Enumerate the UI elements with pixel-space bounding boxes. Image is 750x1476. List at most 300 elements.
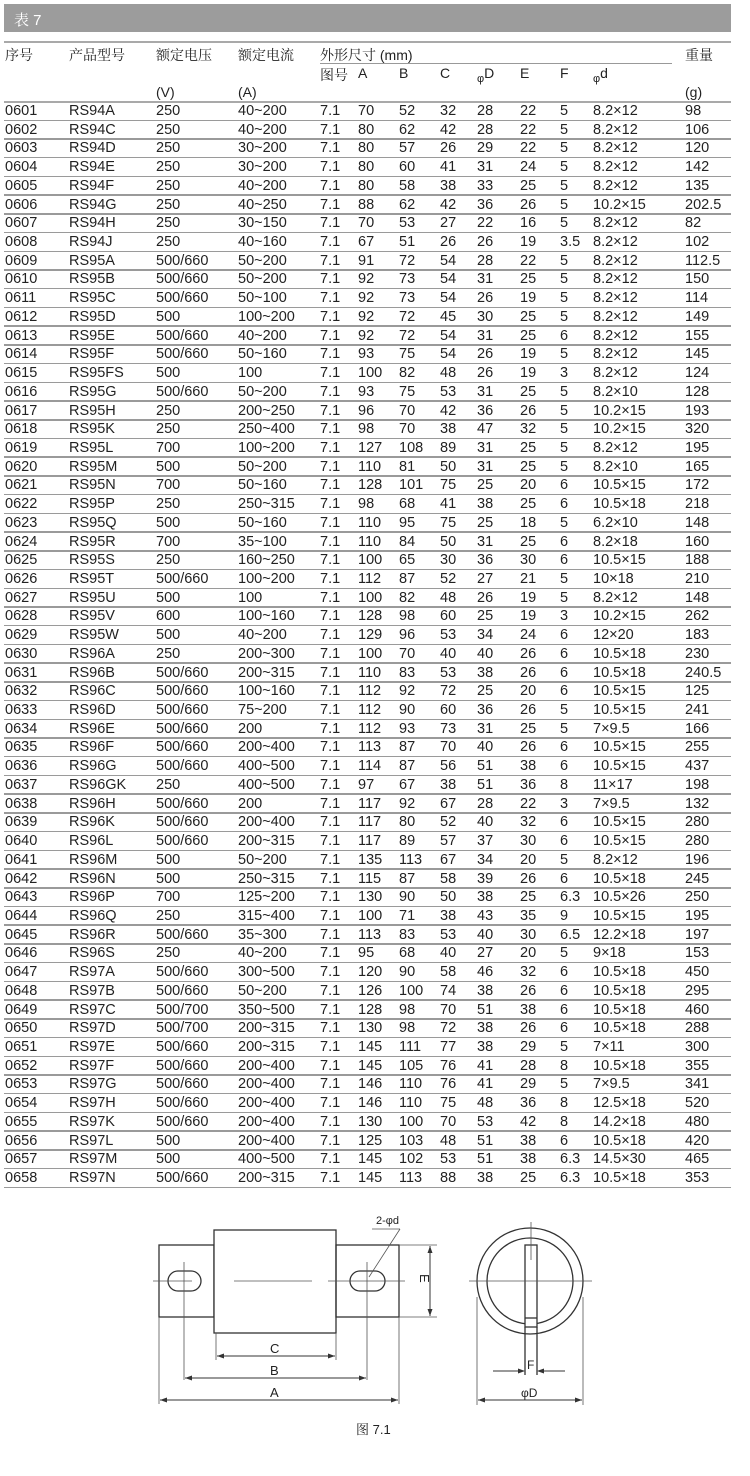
cell-dim-phiD: 25 (477, 514, 494, 531)
cell-seq: 0654 (5, 1095, 38, 1112)
cell-dim-A: 92 (358, 308, 375, 325)
cell-dim-A: 70 (358, 215, 375, 232)
cell-model: RS96N (69, 870, 116, 887)
cell-weight: 106 (685, 121, 710, 138)
table-row (0, 402, 750, 421)
cell-dim-C: 32 (440, 103, 457, 119)
cell-dim-A: 92 (358, 290, 375, 307)
cell-fig-no: 7.1 (320, 533, 341, 550)
cell-model: RS97N (69, 1170, 116, 1187)
cell-model: RS96M (69, 851, 118, 868)
cell-current: 50~160 (238, 477, 287, 494)
cell-dim-F: 6 (560, 833, 569, 850)
cell-dim-phiD: 30 (477, 308, 494, 325)
fuse-side-view (159, 1230, 399, 1333)
cell-dim-E: 28 (520, 1057, 537, 1074)
header-d-letter: d (600, 65, 608, 81)
cell-fig-no: 7.1 (320, 758, 341, 775)
cell-current: 50~200 (238, 252, 287, 269)
cell-seq: 0610 (5, 271, 38, 288)
cell-dim-E: 22 (520, 103, 537, 119)
cell-dim-F: 5 (560, 103, 569, 119)
cell-current: 200~400 (238, 1113, 295, 1130)
cell-model: RS96A (69, 645, 115, 662)
cell-weight: 188 (685, 552, 710, 569)
cell-dim-phid: 10.5×15 (593, 477, 646, 494)
cell-fig-no: 7.1 (320, 308, 341, 325)
cell-dim-E: 32 (520, 421, 537, 438)
cell-dim-phiD: 26 (477, 234, 494, 251)
cell-dim-phid: 8.2×12 (593, 290, 638, 307)
cell-weight: 124 (685, 365, 710, 382)
cell-voltage: 500/660 (156, 383, 209, 400)
header-B: B (399, 65, 409, 81)
cell-model: RS95W (69, 627, 119, 644)
cell-dim-E: 25 (520, 533, 537, 550)
cell-dim-F: 6 (560, 627, 569, 644)
cell-seq: 0625 (5, 552, 38, 569)
cell-dim-A: 110 (358, 533, 382, 550)
cell-dim-C: 27 (440, 215, 457, 232)
cell-dim-B: 93 (399, 720, 416, 737)
cell-model: RS94H (69, 215, 116, 232)
table-row (0, 682, 750, 701)
cell-voltage: 500 (156, 1151, 181, 1168)
cell-current: 50~200 (238, 383, 287, 400)
cell-dim-C: 26 (440, 234, 457, 251)
cell-dim-phiD: 53 (477, 1113, 494, 1130)
table-row (0, 776, 750, 795)
cell-dim-phid: 7×9.5 (593, 795, 630, 812)
cell-dim-phid: 10×18 (593, 571, 634, 587)
cell-dim-A: 113 (358, 739, 382, 756)
table-row (0, 233, 750, 252)
cell-dim-A: 93 (358, 346, 375, 363)
cell-seq: 0637 (5, 776, 38, 793)
cell-dim-E: 42 (520, 1113, 537, 1130)
cell-dim-C: 54 (440, 252, 457, 269)
cell-weight: 198 (685, 776, 710, 793)
cell-voltage: 700 (156, 439, 181, 456)
cell-dim-phiD: 40 (477, 645, 494, 662)
cell-dim-phiD: 38 (477, 982, 494, 999)
cell-weight: 166 (685, 720, 710, 737)
cell-dim-B: 98 (399, 1001, 416, 1018)
cell-current: 200~250 (238, 402, 295, 419)
table-row (0, 851, 750, 870)
cell-dim-F: 3 (560, 365, 569, 382)
table-row (0, 907, 750, 926)
cell-dim-C: 74 (440, 982, 457, 999)
cell-fig-no: 7.1 (320, 514, 341, 531)
cell-dim-B: 81 (399, 458, 416, 475)
cell-dim-phid: 8.2×18 (593, 533, 638, 550)
cell-model: RS95H (69, 402, 116, 419)
cell-seq: 0606 (5, 196, 38, 213)
cell-dim-E: 26 (520, 645, 537, 662)
cell-voltage: 250 (156, 121, 181, 138)
header-weight-unit: (g) (685, 84, 703, 100)
cell-current: 50~200 (238, 982, 287, 999)
table-row (0, 121, 750, 140)
cell-dim-phiD: 31 (477, 720, 494, 737)
cell-dim-phid: 8.2×12 (593, 215, 638, 232)
cell-model: RS96F (69, 739, 115, 756)
cell-fig-no: 7.1 (320, 1076, 341, 1093)
cell-dim-phiD: 31 (477, 327, 494, 344)
cell-dim-phiD: 38 (477, 1020, 494, 1037)
cell-dim-phid: 10.5×15 (593, 814, 646, 831)
cell-dim-E: 25 (520, 720, 537, 737)
cell-seq: 0635 (5, 739, 38, 756)
cell-voltage: 500/660 (156, 271, 209, 288)
cell-voltage: 500/660 (156, 1057, 209, 1074)
cell-dim-phiD: 43 (477, 907, 494, 924)
cell-dim-F: 6 (560, 477, 569, 494)
cell-dim-phiD: 51 (477, 1151, 494, 1168)
phi-symbol: φ (593, 73, 601, 85)
cell-seq: 0605 (5, 177, 38, 194)
cell-dim-F: 5 (560, 290, 569, 307)
cell-weight: 195 (685, 907, 710, 924)
cell-dim-C: 76 (440, 1076, 457, 1093)
cell-weight: 150 (685, 271, 710, 288)
table-row (0, 888, 750, 907)
cell-dim-E: 26 (520, 982, 537, 999)
cell-weight: 145 (685, 346, 710, 363)
cell-model: RS96R (69, 926, 116, 943)
cell-dim-B: 62 (399, 196, 416, 213)
cell-dim-C: 52 (440, 814, 457, 831)
table-row (0, 757, 750, 776)
cell-dim-A: 92 (358, 271, 375, 288)
dim-label-F: F (527, 1358, 535, 1372)
cell-seq: 0638 (5, 795, 38, 812)
cell-dim-A: 80 (358, 140, 375, 157)
cell-dim-C: 60 (440, 702, 457, 719)
cell-fig-no: 7.1 (320, 140, 341, 157)
cell-dim-E: 19 (520, 608, 537, 625)
cell-dim-E: 25 (520, 308, 537, 325)
cell-current: 100~160 (238, 683, 295, 700)
cell-dim-F: 5 (560, 514, 569, 531)
cell-seq: 0621 (5, 477, 38, 494)
cell-model: RS96C (69, 683, 116, 700)
cell-fig-no: 7.1 (320, 720, 341, 737)
cell-dim-E: 19 (520, 234, 537, 251)
cell-dim-A: 110 (358, 458, 382, 475)
cell-dim-C: 42 (440, 196, 457, 213)
cell-model: RS97M (69, 1151, 118, 1168)
cell-dim-C: 40 (440, 945, 457, 962)
cell-dim-C: 54 (440, 271, 457, 288)
fuse-end-view (477, 1228, 583, 1375)
cell-weight: 288 (685, 1020, 710, 1037)
cell-dim-C: 67 (440, 795, 457, 812)
cell-dim-F: 8 (560, 1095, 569, 1112)
cell-seq: 0613 (5, 327, 38, 344)
cell-dim-A: 112 (358, 702, 382, 719)
cell-current: 400~500 (238, 776, 295, 793)
cell-dim-phid: 8.2×12 (593, 121, 638, 138)
cell-dim-phiD: 25 (477, 608, 494, 625)
cell-fig-no: 7.1 (320, 346, 341, 363)
table-row (0, 963, 750, 982)
cell-weight: 149 (685, 308, 710, 325)
table-row (0, 589, 750, 608)
cell-model: RS95P (69, 496, 115, 513)
cell-dim-phid: 12.2×18 (593, 926, 646, 943)
table-row (0, 1038, 750, 1057)
cell-fig-no: 7.1 (320, 608, 341, 625)
cell-dim-B: 75 (399, 346, 416, 363)
cell-model: RS95FS (69, 365, 124, 382)
table-row (0, 813, 750, 832)
cell-dim-E: 25 (520, 271, 537, 288)
cell-dim-A: 145 (358, 1170, 383, 1187)
cell-weight: 112.5 (685, 252, 721, 269)
cell-dim-F: 6.3 (560, 1151, 581, 1168)
cell-model: RS95B (69, 271, 115, 288)
cell-seq: 0656 (5, 1132, 38, 1149)
cell-dim-C: 42 (440, 402, 457, 419)
cell-dim-C: 45 (440, 308, 457, 325)
cell-fig-no: 7.1 (320, 683, 341, 700)
cell-current: 200~400 (238, 1095, 295, 1112)
cell-weight: 183 (685, 627, 710, 644)
cell-seq: 0620 (5, 458, 38, 475)
table-row (0, 570, 750, 589)
cell-fig-no: 7.1 (320, 851, 341, 868)
cell-voltage: 500 (156, 870, 181, 887)
cell-voltage: 500/660 (156, 814, 209, 831)
cell-dim-phiD: 47 (477, 421, 494, 438)
cell-fig-no: 7.1 (320, 365, 341, 382)
cell-dim-phiD: 36 (477, 702, 494, 719)
cell-dim-F: 3 (560, 795, 569, 812)
cell-dim-F: 6 (560, 327, 569, 344)
cell-model: RS96E (69, 720, 115, 737)
cell-current: 100 (238, 365, 263, 382)
table-row (0, 1150, 750, 1169)
cell-model: RS95R (69, 533, 116, 550)
cell-dim-F: 5 (560, 589, 569, 606)
cell-dim-phid: 10.5×18 (593, 1057, 646, 1074)
cell-dim-F: 5 (560, 1039, 569, 1055)
table-row (0, 645, 750, 664)
cell-current: 50~200 (238, 271, 287, 288)
cell-dim-phiD: 31 (477, 383, 494, 400)
cell-dim-F: 6 (560, 533, 569, 550)
header-E: E (520, 65, 530, 81)
cell-model: RS95C (69, 290, 116, 307)
cell-current: 350~500 (238, 1001, 295, 1018)
cell-voltage: 500 (156, 589, 181, 606)
cell-seq: 0642 (5, 870, 38, 887)
cell-weight: 148 (685, 589, 710, 606)
cell-dim-A: 126 (358, 982, 383, 999)
cell-model: RS94J (69, 234, 113, 251)
cell-dim-phiD: 33 (477, 177, 494, 194)
cell-weight: 155 (685, 327, 710, 344)
cell-dim-phiD: 36 (477, 402, 494, 419)
cell-voltage: 500 (156, 308, 181, 325)
cell-weight: 240.5 (685, 664, 722, 681)
cell-current: 200~300 (238, 645, 295, 662)
cell-current: 50~200 (238, 851, 287, 868)
table-row (0, 364, 750, 383)
cell-dim-E: 22 (520, 121, 537, 138)
cell-dim-phiD: 31 (477, 159, 494, 176)
table-row (0, 832, 750, 851)
cell-dim-F: 5 (560, 196, 569, 213)
table-row (0, 982, 750, 1001)
cell-dim-B: 65 (399, 552, 416, 569)
cell-weight: 165 (685, 458, 710, 475)
cell-current: 75~200 (238, 702, 287, 719)
cell-voltage: 500 (156, 627, 181, 644)
table-row (0, 308, 750, 327)
cell-dim-phid: 10.2×15 (593, 608, 646, 625)
cell-weight: 341 (685, 1076, 710, 1093)
cell-fig-no: 7.1 (320, 1113, 341, 1130)
cell-dim-C: 72 (440, 683, 457, 700)
cell-seq: 0629 (5, 627, 38, 644)
cell-dim-B: 95 (399, 514, 416, 531)
cell-fig-no: 7.1 (320, 402, 341, 419)
cell-current: 200 (238, 720, 263, 737)
cell-dim-phiD: 38 (477, 889, 494, 906)
cell-weight: 218 (685, 496, 710, 513)
cell-seq: 0653 (5, 1076, 38, 1093)
table-row (0, 476, 750, 495)
cell-voltage: 500/660 (156, 1113, 209, 1130)
cell-dim-C: 75 (440, 477, 457, 494)
table-row (0, 514, 750, 533)
cell-current: 40~200 (238, 945, 287, 962)
cell-dim-F: 8 (560, 1057, 569, 1074)
header-voltage-unit: (V) (156, 84, 175, 100)
cell-model: RS95S (69, 552, 115, 569)
cell-dim-B: 87 (399, 739, 416, 756)
cell-fig-no: 7.1 (320, 196, 341, 213)
cell-model: RS96Q (69, 907, 117, 924)
cell-current: 250~315 (238, 870, 295, 887)
cell-voltage: 250 (156, 196, 181, 213)
header-A: A (358, 65, 368, 81)
cell-seq: 0627 (5, 589, 38, 606)
cell-dim-phid: 10.5×18 (593, 496, 646, 513)
cell-dim-A: 129 (358, 627, 383, 644)
cell-seq: 0614 (5, 346, 38, 363)
cell-fig-no: 7.1 (320, 215, 341, 232)
cell-dim-phiD: 27 (477, 571, 494, 587)
cell-dim-E: 29 (520, 1076, 537, 1093)
cell-model: RS96D (69, 702, 116, 719)
cell-dim-F: 6 (560, 1001, 569, 1018)
cell-dim-B: 70 (399, 645, 416, 662)
cell-seq: 0617 (5, 402, 38, 419)
cell-dim-A: 80 (358, 159, 375, 176)
cell-weight: 193 (685, 402, 710, 419)
cell-dim-B: 105 (399, 1057, 424, 1074)
header-voltage: 额定电压 (156, 47, 212, 63)
cell-dim-phiD: 26 (477, 365, 494, 382)
cell-dim-F: 8 (560, 776, 569, 793)
cell-dim-phid: 10.5×18 (593, 1132, 646, 1149)
cell-dim-phiD: 28 (477, 795, 494, 812)
cell-dim-phiD: 31 (477, 271, 494, 288)
right-slot (350, 1271, 385, 1291)
cell-voltage: 500/660 (156, 758, 209, 775)
cell-dim-C: 70 (440, 1001, 457, 1018)
cell-dim-C: 41 (440, 496, 457, 513)
cell-fig-no: 7.1 (320, 103, 341, 119)
cell-dim-B: 67 (399, 776, 416, 793)
cell-dim-B: 84 (399, 533, 416, 550)
cell-weight: 148 (685, 514, 710, 531)
cell-dim-C: 50 (440, 458, 457, 475)
table-row (0, 495, 750, 514)
cell-dim-E: 26 (520, 196, 537, 213)
cell-dim-F: 5 (560, 720, 569, 737)
cell-current: 40~200 (238, 121, 287, 138)
cell-dim-A: 130 (358, 889, 383, 906)
header-phid (593, 65, 608, 85)
cell-weight: 132 (685, 795, 710, 812)
cell-dim-phid: 10.5×18 (593, 645, 646, 662)
cell-dim-E: 20 (520, 851, 537, 868)
cell-dim-C: 58 (440, 964, 457, 981)
cell-fig-no: 7.1 (320, 496, 341, 513)
cell-dim-C: 56 (440, 758, 457, 775)
cell-dim-C: 75 (440, 1095, 457, 1112)
cell-current: 315~400 (238, 907, 295, 924)
cell-weight: 520 (685, 1095, 710, 1112)
cell-dim-B: 57 (399, 140, 416, 157)
cell-dim-A: 145 (358, 1039, 383, 1055)
cell-dim-A: 97 (358, 776, 375, 793)
table-row (0, 1019, 750, 1038)
cell-dim-B: 92 (399, 795, 416, 812)
header-top-rule (4, 41, 731, 43)
table-row (0, 533, 750, 552)
cell-dim-C: 53 (440, 383, 457, 400)
cell-current: 200~400 (238, 1132, 295, 1149)
header-weight: 重量 (685, 47, 713, 63)
cell-voltage: 500/660 (156, 683, 209, 700)
cell-dim-phiD: 38 (477, 496, 494, 513)
header-F: F (560, 65, 569, 81)
cell-dim-B: 83 (399, 926, 416, 943)
cell-dim-C: 76 (440, 1057, 457, 1074)
table-row (0, 926, 750, 945)
cell-seq: 0601 (5, 103, 38, 119)
cell-dim-F: 6 (560, 683, 569, 700)
cell-model: RS94F (69, 177, 115, 194)
cell-dim-phid: 10.5×15 (593, 552, 646, 569)
table-row (0, 439, 750, 458)
cell-weight: 450 (685, 964, 710, 981)
cell-fig-no: 7.1 (320, 795, 341, 812)
cell-dim-C: 50 (440, 533, 457, 550)
cell-dim-phid: 10.5×15 (593, 907, 646, 924)
cell-dim-A: 70 (358, 103, 375, 119)
cell-dim-E: 32 (520, 964, 537, 981)
cell-fig-no: 7.1 (320, 383, 341, 400)
cell-dim-phid: 10.5×26 (593, 889, 646, 906)
cell-dim-E: 24 (520, 159, 537, 176)
